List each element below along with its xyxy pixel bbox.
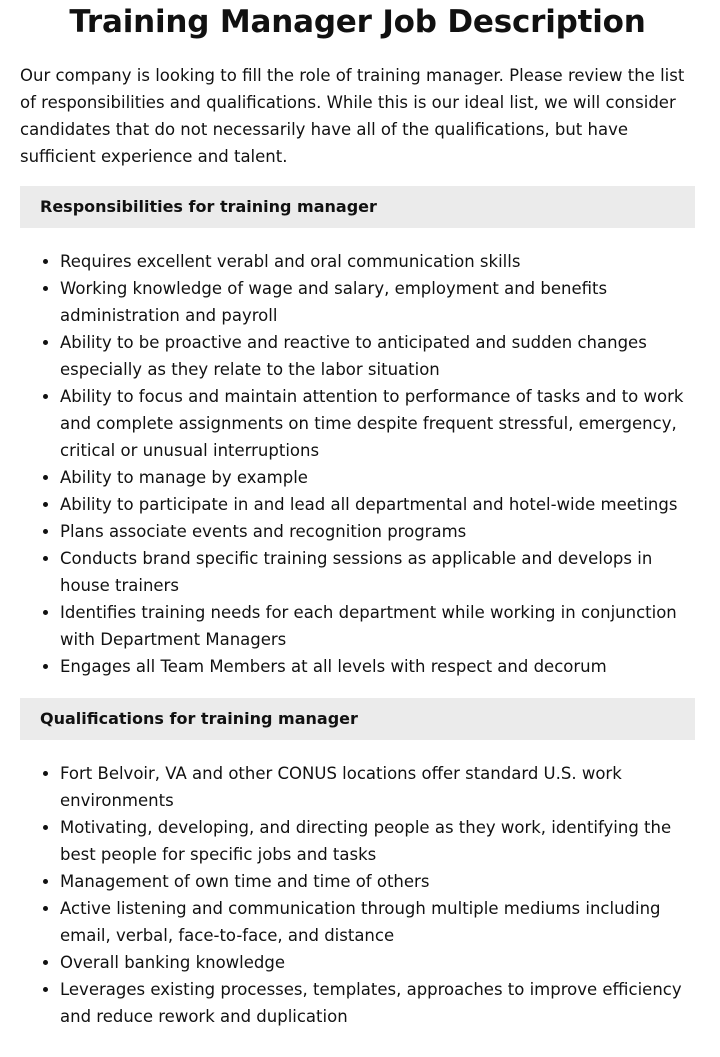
list-item: • Working knowledge of wage and salary, employment and benefits administration and payroll xyxy=(60,275,695,329)
page-title: Training Manager Job Description xyxy=(69,4,646,40)
list-item: • Management of own time and time of others xyxy=(60,868,695,895)
list-item: • Active listening and communication through multiple mediums including email, verbal, face-to-face, and distance xyxy=(60,895,695,949)
list-item: • Ability to focus and maintain attention to performance of tasks and to work and complete assignments on time despite frequent stressful, emergency, critical or unusual interruptions xyxy=(60,383,695,464)
list-item: • Motivating, developing, and directing people as they work, identifying the best people for specific jobs and tasks xyxy=(60,814,695,868)
list-item: • Ability to manage by example xyxy=(60,464,695,491)
responsibilities-heading: Responsibilities for training manager xyxy=(20,186,695,228)
list-item: • Plans associate events and recognition programs xyxy=(60,518,695,545)
intro-paragraph: Our company is looking to fill the role of training manager. Please review the list of responsibilities and qualifications. While this is our ideal list, we will consider candidates that do not necessarily have all of the qualifications, but have sufficient experience and talent. xyxy=(20,66,685,166)
responsibilities-list xyxy=(20,248,695,680)
list-item: • Conducts brand specific training sessions as applicable and develops in house trainers xyxy=(60,545,695,599)
list-item: • Fort Belvoir, VA and other CONUS locations offer standard U.S. work environments xyxy=(60,760,695,814)
list-item: • Ability to participate in and lead all departmental and hotel-wide meetings xyxy=(60,491,695,518)
list-item: • Engages all Team Members at all levels with respect and decorum xyxy=(60,653,695,680)
qualifications-list xyxy=(20,760,695,1030)
list-item: • Identifies training needs for each department while working in conjunction with Department Managers xyxy=(60,599,695,653)
list-item: • Requires excellent verabl and oral communication skills xyxy=(60,248,695,275)
list-item: • Leverages existing processes, templates, approaches to improve efficiency and reduce rework and duplication xyxy=(60,976,695,1030)
qualifications-heading: Qualifications for training manager xyxy=(20,698,695,740)
list-item: • Overall banking knowledge xyxy=(60,949,695,976)
list-item: • Ability to be proactive and reactive to anticipated and sudden changes especially as they relate to the labor situation xyxy=(60,329,695,383)
